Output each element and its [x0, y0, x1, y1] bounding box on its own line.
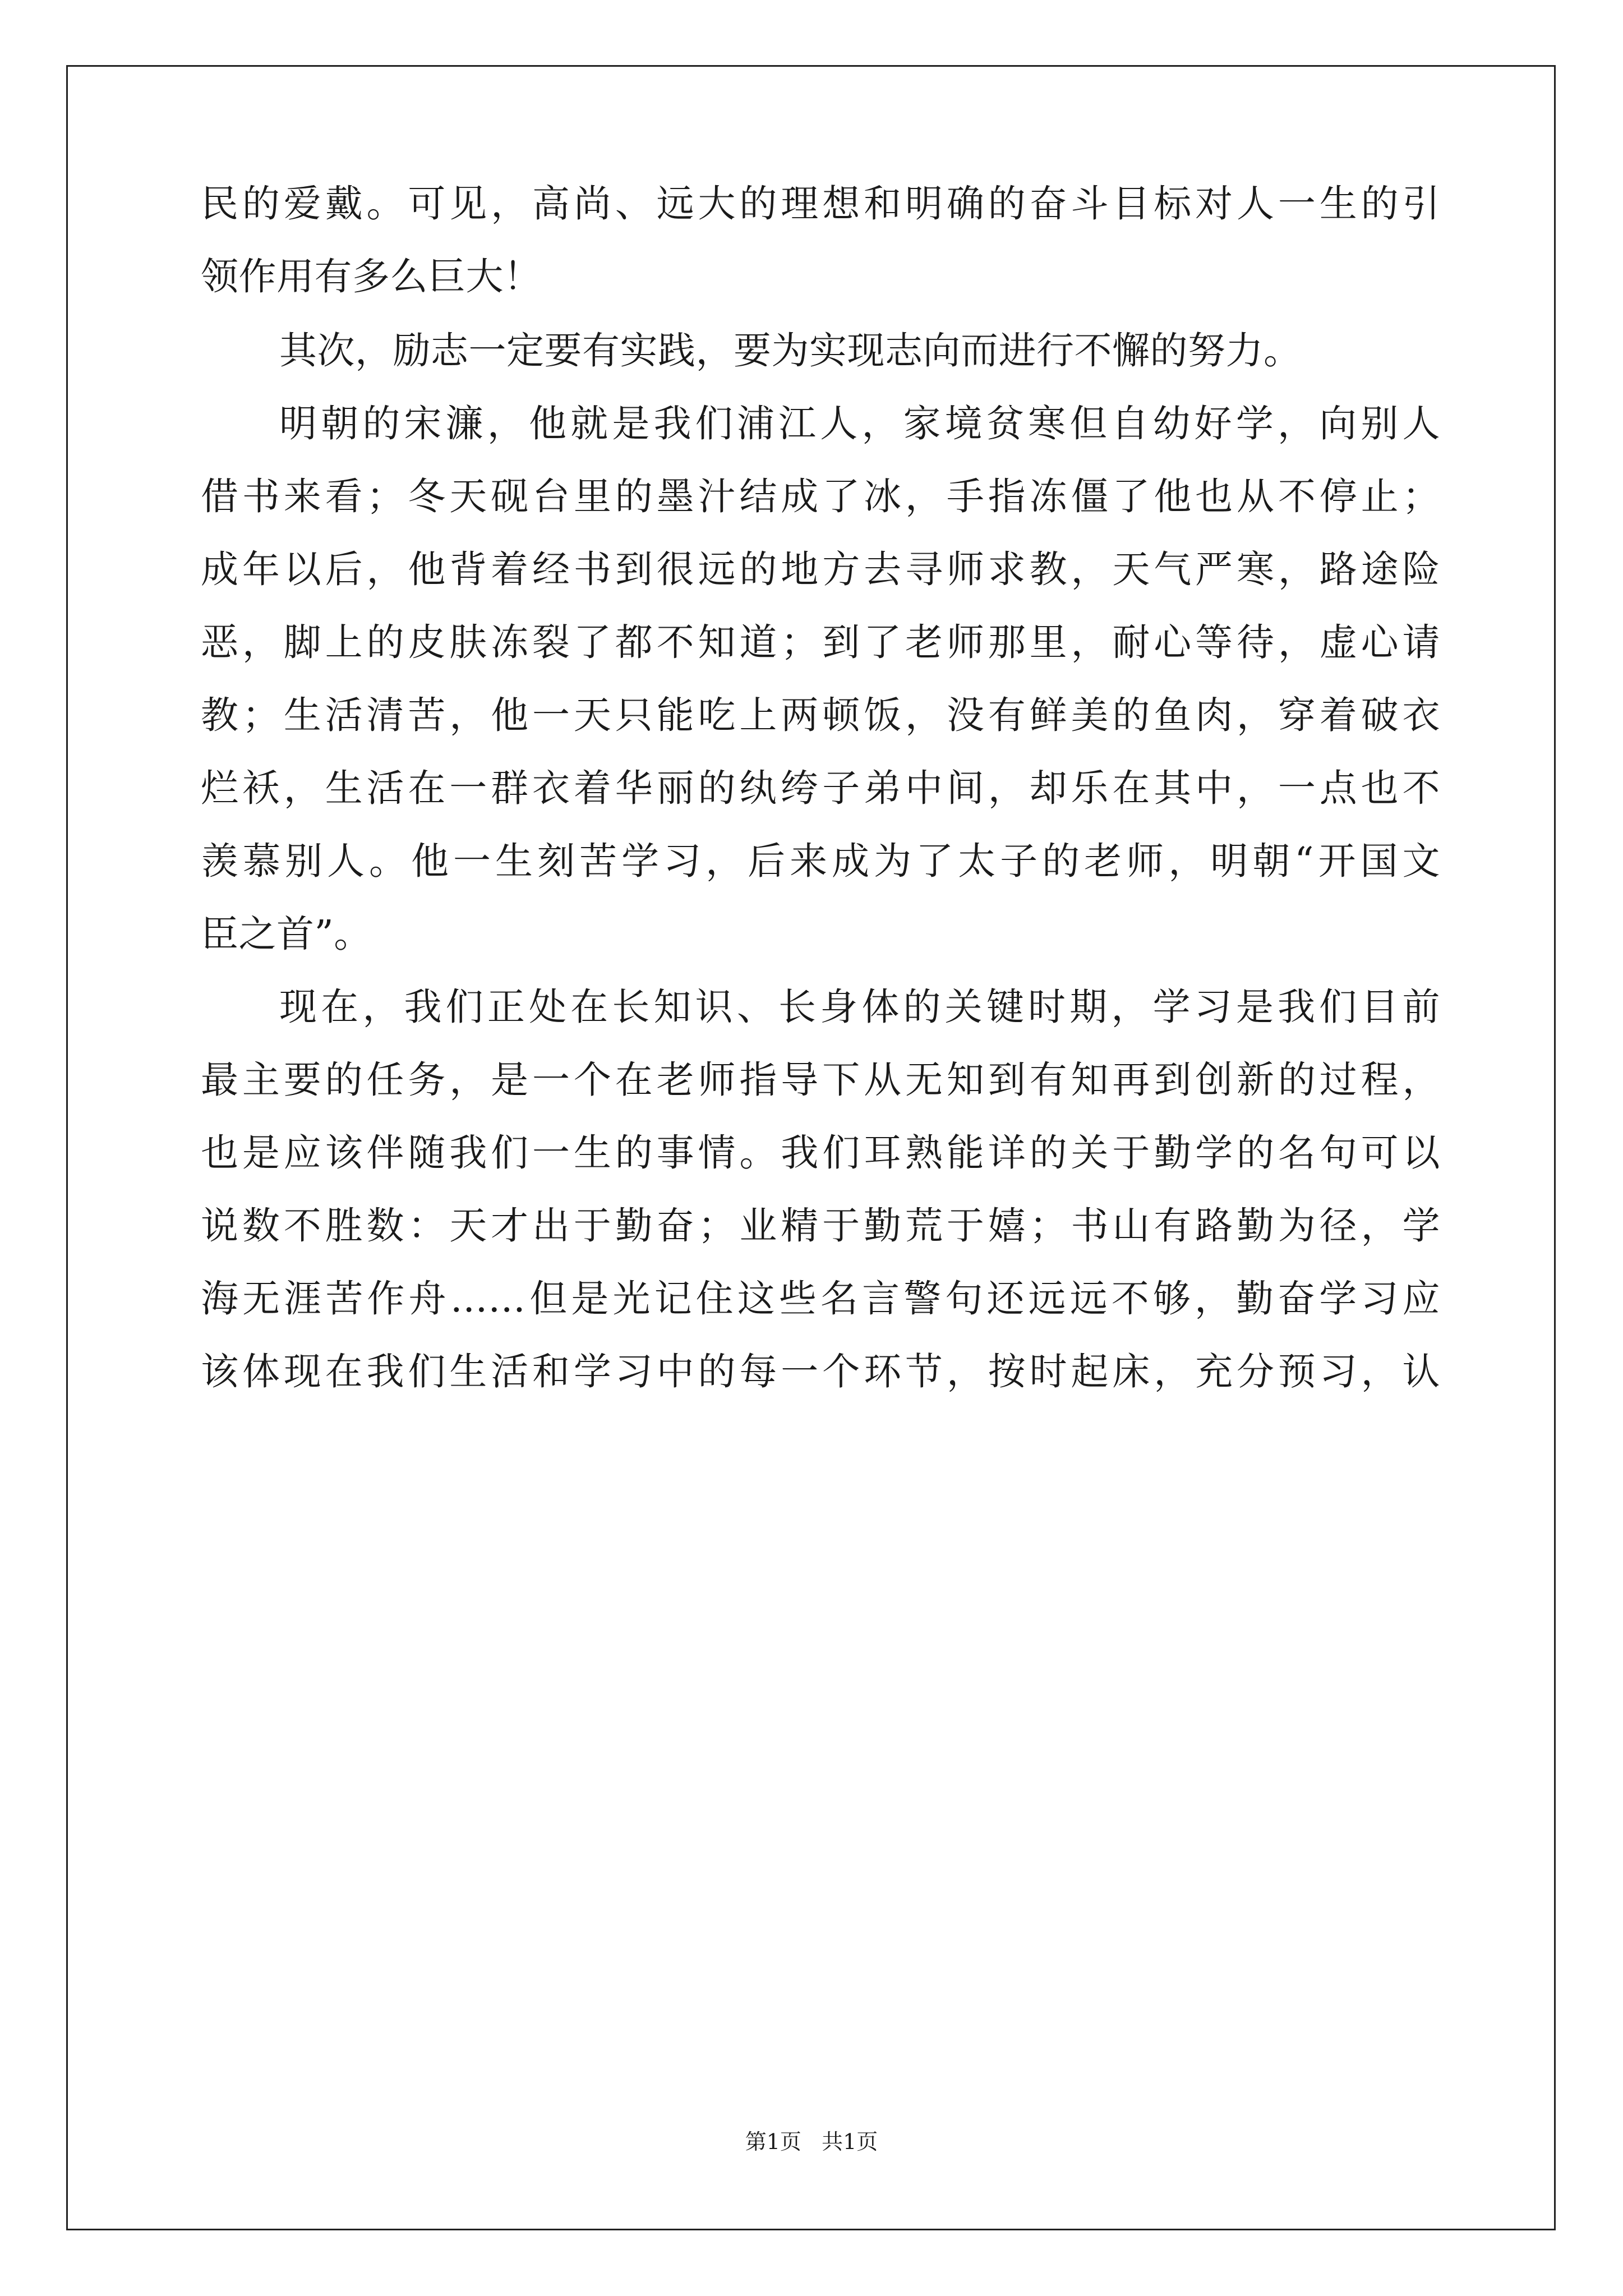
- text-line: 也是应该伴随我们一生的事情。我们耳熟能详的关于勤学的名句可以: [201, 1131, 1440, 1175]
- text-line: 明朝的宋濂，他就是我们浦江人，家境贫寒但自幼好学，向别人: [279, 402, 1440, 445]
- text-line: 现在，我们正处在长知识、长身体的关键时期，学习是我们目前: [279, 985, 1440, 1029]
- text-line: 该体现在我们生活和学习中的每一个环节，按时起床，充分预习，认: [201, 1350, 1440, 1393]
- text-line: 恶，脚上的皮肤冻裂了都不知道；到了老师那里，耐心等待，虚心请: [201, 620, 1440, 664]
- text-line: 臣之首”。: [201, 912, 372, 956]
- text-line: 借书来看；冬天砚台里的墨汁结成了冰，手指冻僵了他也从不停止；: [201, 475, 1440, 518]
- text-line: 海无涯苦作舟……但是光记住这些名言警句还远远不够，勤奋学习应: [201, 1277, 1440, 1320]
- text-line: 最主要的任务，是一个在老师指导下从无知到有知再到创新的过程，: [201, 1058, 1440, 1102]
- text-line: 领作用有多么巨大！: [201, 255, 542, 298]
- text-line: 成年以后，他背着经书到很远的地方去寻师求教，天气严寒，路途险: [201, 547, 1440, 591]
- text-line: 其次，励志一定要有实践，要为实现志向而进行不懈的努力。: [279, 329, 1302, 372]
- text-line: 羡慕别人。他一生刻苦学习，后来成为了太子的老师，明朝“开国文: [201, 839, 1440, 883]
- text-line: 烂袄，生活在一群衣着华丽的纨绔子弟中间，却乐在其中，一点也不: [201, 766, 1440, 810]
- text-line: 说数不胜数：天才出于勤奋；业精于勤荒于嬉；书山有路勤为径，学: [201, 1204, 1440, 1248]
- page-footer: 第1页 共1页: [745, 2129, 878, 2154]
- text-line: 教；生活清苦，他一天只能吃上两顿饭，没有鲜美的鱼肉，穿着破衣: [201, 693, 1440, 737]
- text-line: 民的爱戴。可见，高尚、远大的理想和明确的奋斗目标对人一生的引: [201, 182, 1440, 226]
